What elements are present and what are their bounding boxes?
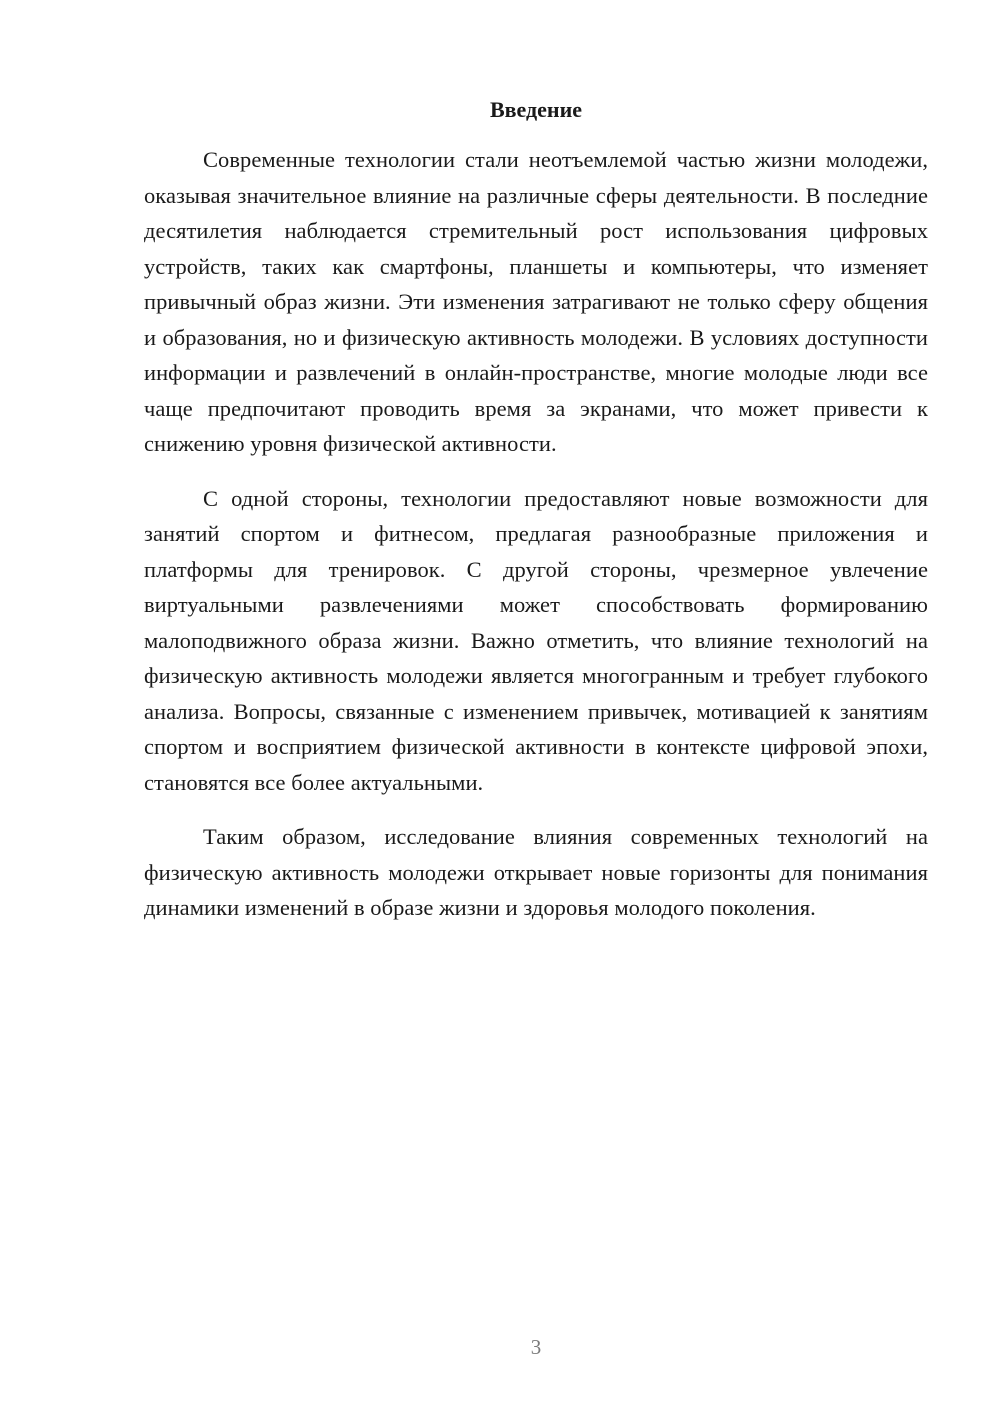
page-number: 3	[530, 1335, 542, 1359]
section-title: Введение	[489, 97, 583, 122]
paragraph-1: Современные технологии стали неотъемлемой частью жизни молодежи, оказывая значительное влияние на различные сферы деятельности. В последние десятилетия наблюдается стремительный рост использования цифровых устройств, таких как смартфоны, планшеты и компьютеры, что изменяет привычный образ жизни. Эти изменения затрагивают не только сферу общения и образования, но и физическую активность молодежи. В условиях доступности информации и развлечений в онлайн-пространстве, многие молодые люди все чаще предпочитают проводить время за экранами, что может привести к снижению уровня физической активности.	[144, 147, 928, 456]
paragraph-3: Таким образом, исследование влияния современных технологий на физическую активность молодежи открывает новые горизонты для понимания динамики изменений в образе жизни и здоровья молодого поколения.	[144, 824, 928, 920]
document-body	[144, 142, 928, 926]
paragraph-2: С одной стороны, технологии предоставляют новые возможности для занятий спортом и фитнесом, предлагая разнообразные приложения и платформы для тренировок. С другой стороны, чрезмерное увлечение виртуальными развлечениями может способствовать формированию малоподвижного образа жизни. Важно отметить, что влияние технологий на физическую активность молодежи является многогранным и требует глубокого анализа. Вопросы, связанные с изменением привычек, мотивацией к занятиям спортом и восприятием физической активности в контексте цифровой эпохи, становятся все более актуальными.	[144, 485, 928, 795]
